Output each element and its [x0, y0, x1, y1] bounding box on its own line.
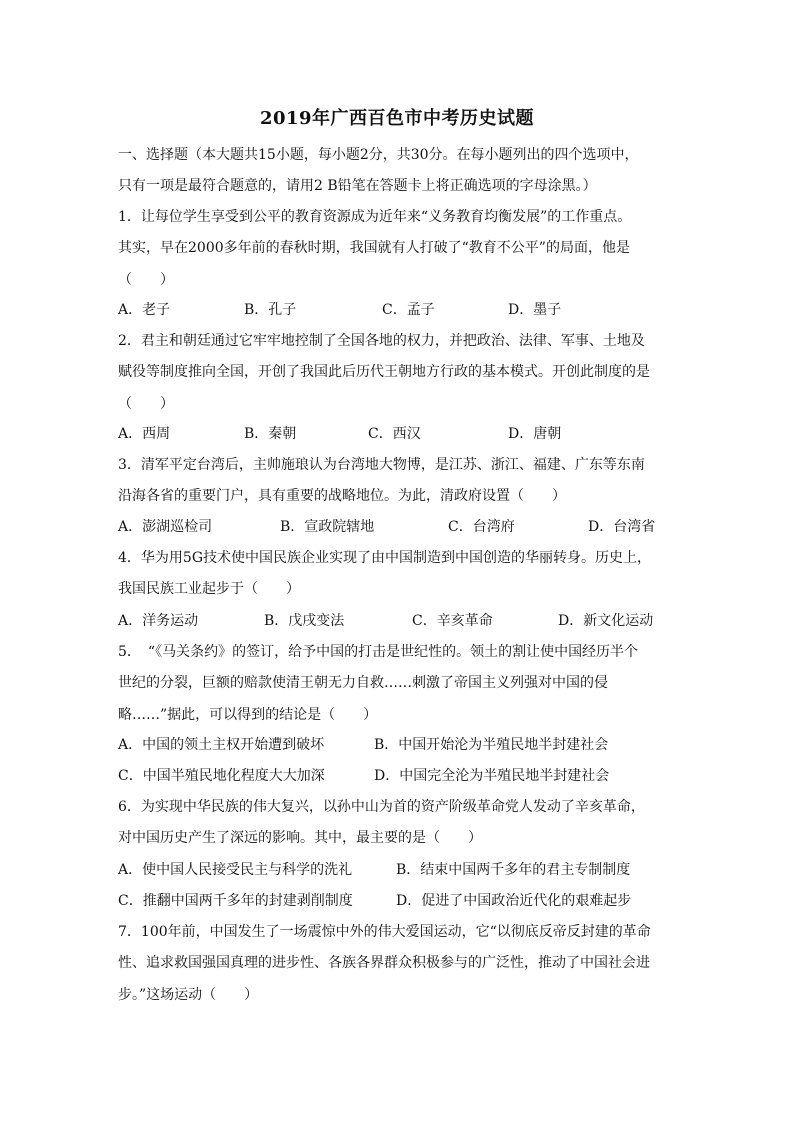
- question-text-line: 赋役等制度推向全国，开创了我国此后历代王朝地方行政的基本模式。开创此制度的是: [118, 364, 650, 381]
- question-5: [118, 637, 678, 731]
- section-instructions: [118, 140, 678, 203]
- instruction-line: 只有一项是最符合题意的，请用2 B铅笔在答题卡上将正确选项的字母涂黑。）: [118, 178, 597, 195]
- question-text-line: 步。”这场运动（ ）: [118, 986, 259, 1003]
- question-5-options-row-2: [118, 761, 678, 792]
- option-c: C．中国半殖民地化程度大大加深: [118, 768, 325, 784]
- question-6-options-row-2: [118, 886, 678, 917]
- question-text-line: 我国民族工业起步于（ ）: [118, 581, 300, 598]
- question-6: [118, 792, 678, 855]
- option-d: D．唐朝: [508, 426, 562, 442]
- question-text-line: 2．君主和朝廷通过它牢牢地控制了全国各地的权力，并把政治、法律、军事、土地及: [118, 333, 645, 349]
- option-b: B．孔子: [244, 302, 297, 318]
- question-text-line: 1．让每位学生享受到公平的教育资源成为近年来“义务教育均衡发展”的工作重点。: [118, 209, 632, 225]
- question-text-line: 3．清军平定台湾后，主帅施琅认为台湾地大物博，是江苏、浙江、福建、广东等东南: [118, 457, 645, 473]
- instruction-line: 一、选择题（本大题共15小题，每小题2分，共30分。在每小题列出的四个选项中，: [118, 147, 639, 163]
- option-a: A．中国的领土主权开始遭到破坏: [118, 737, 325, 753]
- question-7: [118, 917, 678, 1011]
- question-text-line: 沿海各省的重要门户，具有重要的战略地位。为此，清政府设置（ ）: [118, 488, 566, 505]
- question-3: [118, 450, 678, 513]
- question-4: [118, 543, 678, 606]
- option-c: C．孟子: [382, 302, 435, 318]
- question-text-line: 6．为实现中华民族的伟大复兴，以孙中山为首的资产阶级革命党人发动了辛亥革命，: [118, 799, 645, 815]
- question-text-line: 世纪的分裂，巨额的赔款使清王朝无力自救……刺激了帝国主义列强对中国的侵: [118, 675, 608, 692]
- option-a: A．洋务运动: [118, 613, 199, 629]
- question-4-options: [118, 606, 678, 637]
- option-a: A．使中国人民接受民主与科学的洗礼: [118, 862, 353, 878]
- question-text-line: （ ）: [118, 271, 174, 288]
- option-d: D．墨子: [508, 302, 562, 318]
- question-text-line: 5． “《马关条约》的签订，给予中国的打击是世纪性的。领土的割让使中国经历半个: [118, 644, 639, 660]
- question-text-line: 对中国历史产生了深远的影响。其中，最主要的是（ ）: [118, 830, 482, 847]
- question-1: [118, 202, 678, 296]
- option-d: D．促进了中国政治近代化的艰难起步: [396, 893, 632, 909]
- option-b: B．结束中国两千多年的君主专制制度: [396, 862, 631, 878]
- option-b: B．戊戌变法: [264, 613, 345, 629]
- question-6-options-row-1: [118, 855, 678, 886]
- option-b: B．中国开始沦为半殖民地半封建社会: [374, 737, 609, 753]
- option-d: D．台湾省: [588, 519, 656, 535]
- question-text-line: 性、追求救国强国真理的进步性、各族各界群众积极参与的广泛性，推动了中国社会进: [118, 955, 650, 972]
- option-a: A．澎湖巡检司: [118, 519, 213, 535]
- question-2: [118, 326, 678, 420]
- option-c: C．辛亥革命: [412, 613, 493, 629]
- option-c: C．推翻中国两千多年的封建剥削制度: [118, 893, 353, 909]
- question-3-options: [118, 512, 678, 543]
- option-a: A．西周: [118, 426, 171, 442]
- question-text-line: 4．华为用5G技术使中国民族企业实现了由中国制造到中国创造的华丽转身。历史上，: [118, 550, 651, 566]
- question-5-options-row-1: [118, 730, 678, 761]
- page-title: 2019年广西百色市中考历史试题: [259, 108, 535, 129]
- option-b: B．秦朝: [244, 426, 297, 442]
- question-text-line: 略……”据此，可以得到的结论是（ ）: [118, 706, 378, 723]
- question-text-line: 7．100年前，中国发生了一场震惊中外的伟大爱国运动，它“以彻底反帝反封建的革命: [118, 924, 651, 940]
- question-text-line: 其实，早在2000多年前的春秋时期，我国就有人打破了“教育不公平”的局面，他是: [118, 240, 630, 257]
- option-d: D．中国完全沦为半殖民地半封建社会: [374, 768, 610, 784]
- question-1-options: [118, 295, 678, 326]
- option-d: D．新文化运动: [558, 613, 654, 629]
- option-b: B．宣政院辖地: [280, 519, 375, 535]
- option-c: C．西汉: [368, 426, 421, 442]
- question-2-options: [118, 419, 678, 450]
- option-a: A．老子: [118, 302, 171, 318]
- option-c: C．台湾府: [448, 519, 515, 535]
- question-text-line: （ ）: [118, 395, 174, 412]
